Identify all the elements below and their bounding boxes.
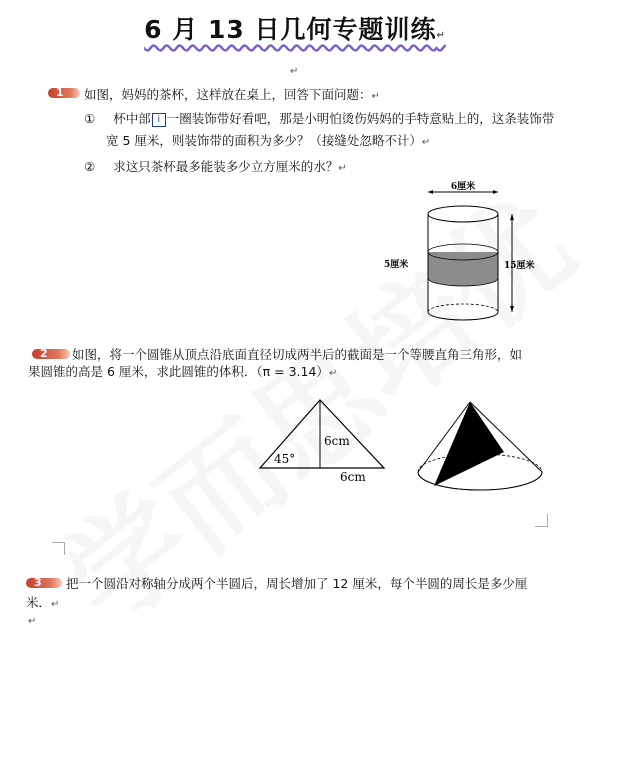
info-icon[interactable]: i bbox=[152, 113, 166, 127]
question-2-text-line1: 如图，将一个圆锥从顶点沿底面直径切成两半后的截面是一个等腰直角三角形，如 bbox=[72, 347, 523, 362]
question-3-text-line2: 米． bbox=[26, 595, 52, 610]
band-width-label: 5厘米 bbox=[384, 260, 409, 270]
question-1-intro bbox=[84, 86, 380, 105]
question-1-sub2 bbox=[84, 158, 347, 177]
paragraph-mark: ↵ bbox=[28, 616, 37, 627]
question-1-badge bbox=[48, 88, 80, 98]
cylinder-height-label: 15厘米 bbox=[504, 261, 535, 271]
question-1-intro-text: 如图，妈妈的茶杯，这样放在桌上，回答下面问题： bbox=[84, 87, 372, 102]
question-3-badge bbox=[26, 578, 62, 588]
height-arrow-bottom bbox=[510, 306, 514, 312]
question-3-line2 bbox=[26, 594, 59, 613]
triangle-figure bbox=[250, 395, 400, 490]
question-3-number: 3 bbox=[34, 576, 42, 589]
cylinder-bottom-front bbox=[428, 312, 498, 320]
paragraph-mark: ↵ bbox=[51, 599, 60, 610]
figure-frame-corner bbox=[52, 542, 65, 555]
question-2-number: 2 bbox=[40, 347, 48, 360]
triangle-height-label: 6cm bbox=[324, 434, 350, 448]
height-arrow-top bbox=[510, 214, 514, 220]
top-arrow-left bbox=[428, 190, 433, 194]
sub1-number: ① bbox=[84, 111, 96, 126]
cone-figure bbox=[408, 390, 558, 500]
figure-frame-corner bbox=[535, 514, 548, 527]
top-arrow-right bbox=[493, 190, 498, 194]
question-3-text-line1: 把一个圆沿对称轴分成两个半圆后，周长增加了 12 厘米，每个半圆的周长是多少厘 bbox=[66, 576, 528, 591]
question-1-sub1-line1 bbox=[84, 110, 554, 127]
question-1-number: 1 bbox=[56, 86, 64, 99]
sub1-text-line2: 宽 5 厘米，则装饰带的面积为多少？（接缝处忽略不计） bbox=[106, 133, 422, 148]
cylinder-top bbox=[428, 206, 498, 222]
cylinder-diameter-label: 6厘米 bbox=[450, 182, 476, 192]
sub2-text: 求这只茶杯最多能装多少立方厘米的水？ bbox=[113, 159, 339, 174]
cylinder-bottom-back bbox=[428, 304, 498, 312]
paragraph-mark: ↵ bbox=[290, 66, 299, 77]
paragraph-mark: ↵ bbox=[328, 368, 338, 379]
triangle-angle-label: 45° bbox=[274, 452, 296, 466]
sub1-text-b: 一圈装饰带好看吧，那是小明怕烫伤妈妈的手特意贴上的，这条装饰带 bbox=[166, 111, 555, 126]
band-fill bbox=[428, 252, 498, 278]
title-text: 6 月 13 日几何专题训练 bbox=[144, 15, 437, 44]
cylinder-figure bbox=[376, 180, 536, 330]
question-2-line2 bbox=[28, 363, 337, 382]
paragraph-mark: ↵ bbox=[421, 137, 431, 148]
sub2-number: ② bbox=[84, 159, 96, 174]
question-2-badge bbox=[32, 349, 70, 359]
sub1-text-a: 杯中部 bbox=[113, 111, 151, 126]
triangle-base-label: 6cm bbox=[340, 470, 366, 484]
question-2-line1 bbox=[72, 346, 522, 363]
question-3-line1 bbox=[66, 575, 527, 592]
paragraph-mark: ↵ bbox=[338, 163, 347, 174]
page-title bbox=[0, 10, 590, 46]
question-2-text-line2: 果圆锥的高是 6 厘米，求此圆锥的体积．（π = 3.14） bbox=[28, 364, 329, 379]
paragraph-mark: ↵ bbox=[371, 91, 380, 102]
title-paragraph-mark: ↵ bbox=[436, 30, 446, 41]
cone-cross-section bbox=[434, 402, 504, 486]
question-1-sub1-line2 bbox=[106, 132, 430, 151]
